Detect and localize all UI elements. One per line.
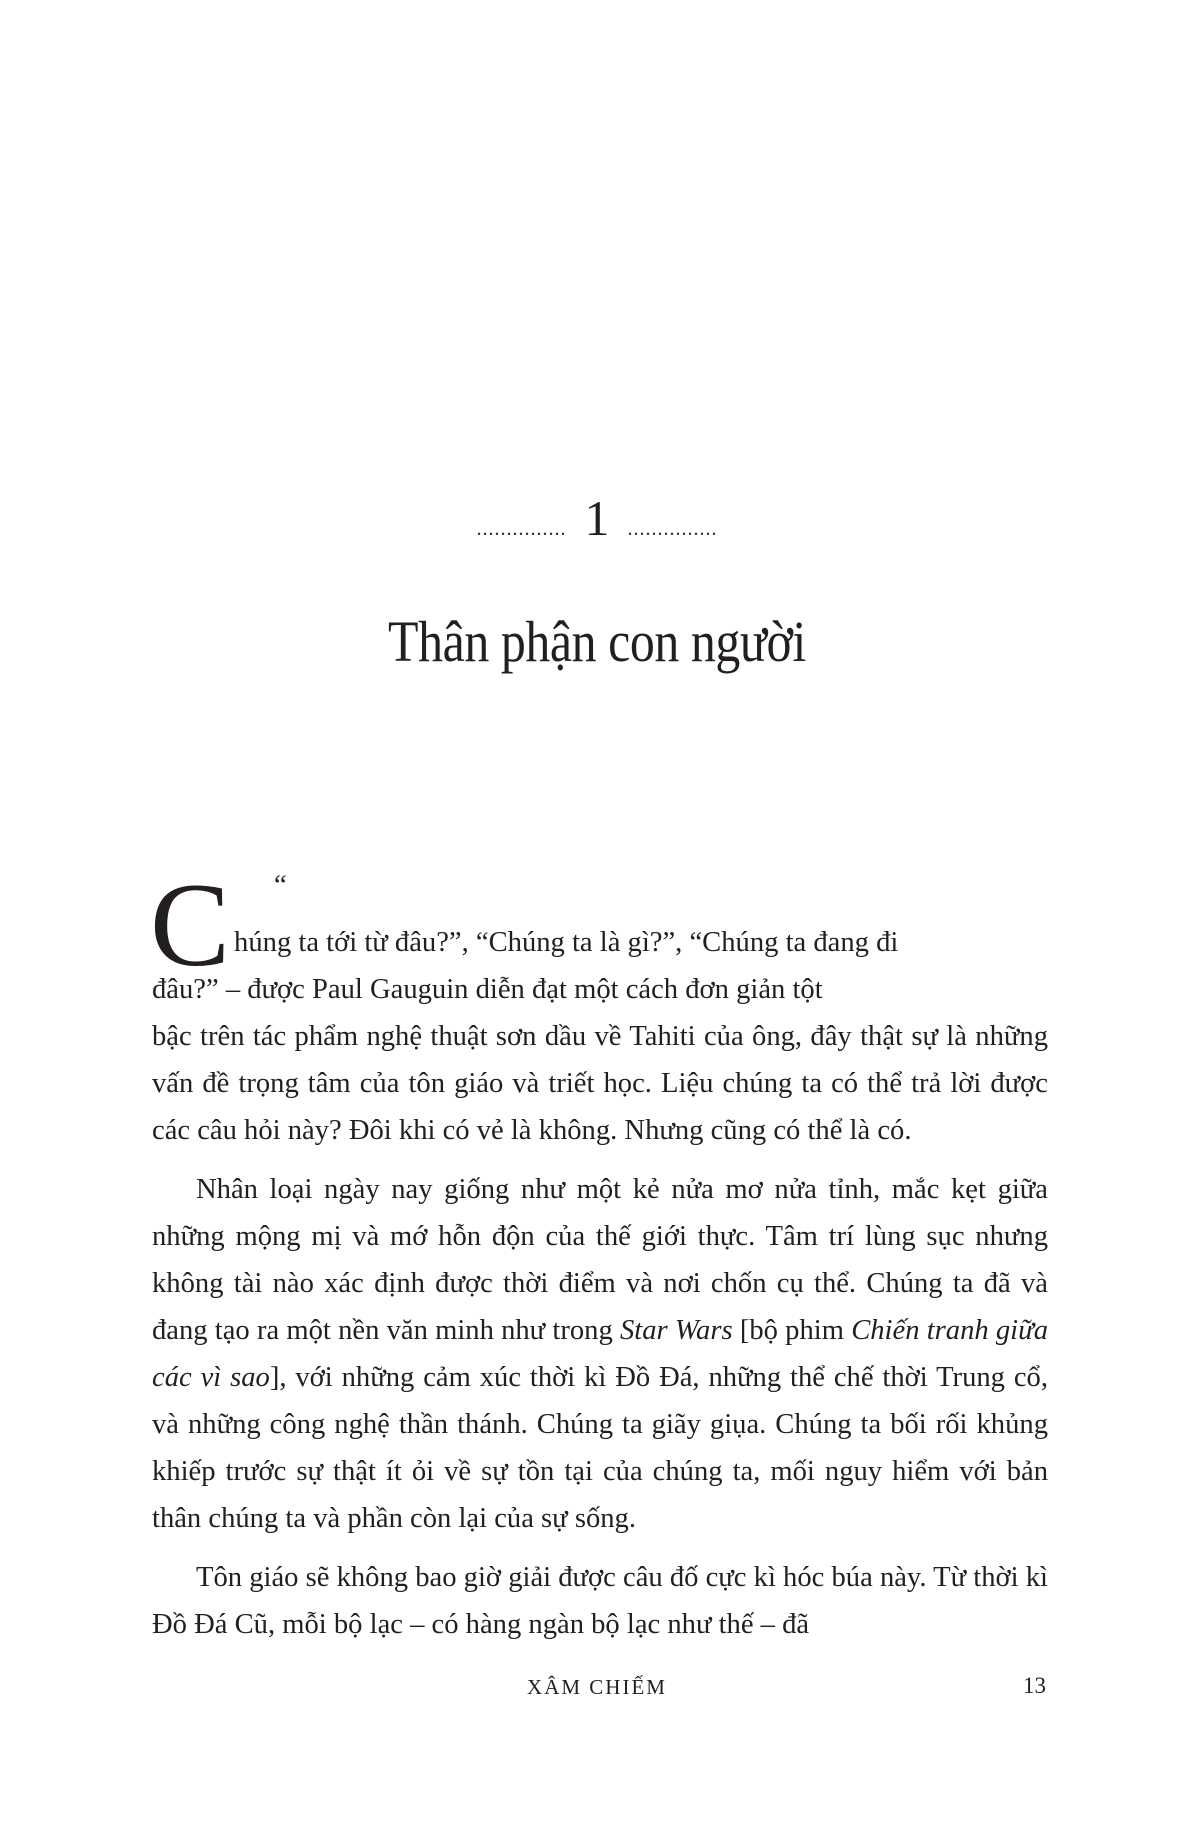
film-title-star-wars: Star Wars: [619, 1315, 733, 1346]
chapter-heading: [0, 488, 1194, 548]
chapter-number: 1: [584, 490, 610, 546]
drop-cap: C: [150, 858, 231, 991]
paragraph-2-text-2: [bộ phim: [732, 1315, 852, 1346]
paragraph-2-text-3: ], với những cảm xúc thời kì Đồ Đá, những thể chế thời Trung cổ, và những công nghệ thần thánh. Chúng ta giãy giụa. Chúng ta bối rối khủng khiếp trước sự thật ít ỏi về sự tồn tại của chúng ta, mối nguy hiểm với bản thân chúng ta và phần còn lại của sự sống.: [152, 1362, 1048, 1534]
paragraph-2: [152, 1166, 1048, 1542]
paragraph-3-text: Tôn giáo sẽ không bao giờ giải được câu đố cực kì hóc búa này. Từ thời kì Đồ Đá Cũ, mỗi bộ lạc – có hàng ngàn bộ lạc như thế – đã: [152, 1562, 1048, 1640]
paragraph-1-line-2: đâu?” – được Paul Gauguin diễn đạt một cách đơn giản tột: [152, 974, 823, 1005]
running-footer-title: XÂM CHIẾM: [527, 1675, 667, 1699]
body-text: [150, 858, 1049, 1660]
paragraph-3: [152, 1554, 1048, 1648]
paragraph-1: [150, 858, 1048, 1154]
paragraph-1-rest: bậc trên tác phẩm nghệ thuật sơn dầu về Tahiti của ông, đây thật sự là những vấn đề trọng tâm của tôn giáo và triết học. Liệu chúng ta có thể trả lời được các câu hỏi này? Đôi khi có vẻ là không. Nhưng cũng có thể là có.: [152, 1021, 1048, 1146]
chapter-title: Thân phận con người: [388, 609, 806, 674]
opening-quote-mark: “: [274, 870, 287, 901]
chapter-dots-right: ...............: [627, 518, 718, 540]
film-title-vietnamese: Chiến tranh giữa các vì sao: [152, 1315, 1049, 1393]
page-number: 13: [1023, 1673, 1046, 1698]
paragraph-2-text-1: Nhân loại ngày nay giống như một kẻ nửa mơ nửa tỉnh, mắc kẹt giữa những mộng mị và mớ hỗn độn của thế giới thực. Tâm trí lùng sục nhưng không tài nào xác định được thời điểm và nơi chốn cụ thể. Chúng ta đã và đang tạo ra một nền văn minh như trong: [152, 1174, 1048, 1346]
paragraph-1-line-1: húng ta tới từ đâu?”, “Chúng ta là gì?”, “Chúng ta đang đi: [234, 927, 899, 958]
chapter-dots-left: ...............: [476, 518, 567, 540]
